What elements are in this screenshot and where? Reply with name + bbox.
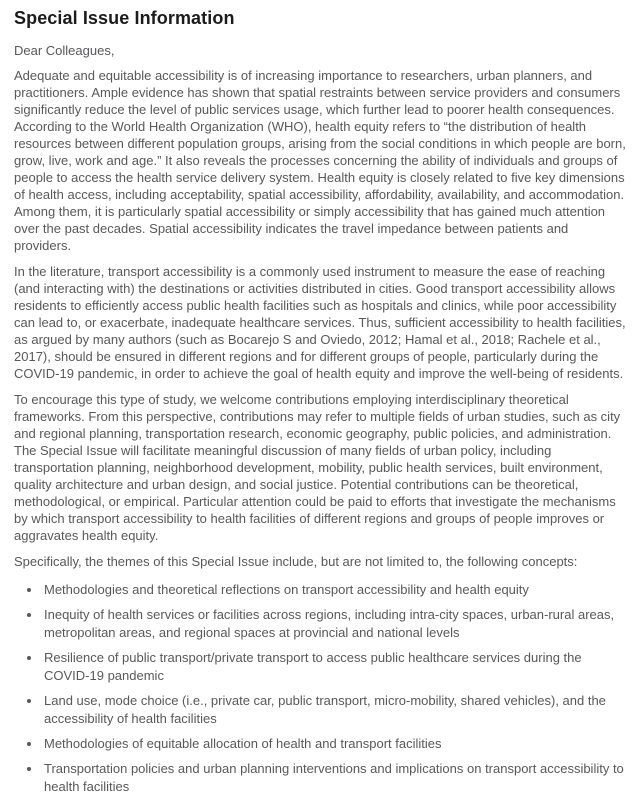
theme-item-land-use-mode-choice: • Land use, mode choice (i.e., private car, public transport, micro-mobility, shared vehicles), and the accessibility of health facilities (42, 692, 628, 728)
themes-intro-text: Specifically, the themes of this Special Issue include, but are not limited to, the following concepts: (14, 554, 578, 569)
theme-item-methodologies-reflections: • Methodologies and theoretical reflections on transport accessibility and health equity (42, 581, 628, 599)
paragraph-contributions-scope: To encourage this type of study, we welcome contributions employing interdisciplinary theoretical frameworks. From this perspective, contributions may refer to multiple fields of urban studies, such as city and regional planning, transportation research, economic geography, public policies, and administration. The Special Issue will facilitate meaningful discussion of many fields of urban policy, including transportation planning, neighborhood development, mobility, public health services, built environment, quality architecture and urban design, and social justice. Potential contributions can be theoretical, methodological, or empirical. Particular attention could be paid to efforts that investigate the mechanisms by which transport accessibility to health facilities of different regions and groups of people improves or aggravates health equity. (14, 392, 621, 543)
paragraph-accessibility-importance: Adequate and equitable accessibility is of increasing importance to researchers, urban planners, and practitioners. Ample evidence has shown that spatial restraints between service providers and consumers significantly reduce the level of public services usage, which further lead to poorer health consequences. According to the World Health Organization (WHO), health equity refers to “the distribution of health resources between different population groups, arising from the social conditions in which people are born, grow, live, work and age.” It also reveals the processes concerning the ability of individuals and groups of people to access the health service delivery system. Health equity is closely related to five key dimensions of health access, including acceptability, spatial accessibility, affordability, availability, and accommodation. Among them, it is particularly spatial accessibility or simply accessibility that has gained much attention over the past decades. Spatial accessibility indicates the travel impedance between patients and providers. (14, 68, 626, 253)
theme-item-inequity-regions: • Inequity of health services or facilities across regions, including intra-city spaces, urban-rural areas, metropolitan areas, and regional spaces at provincial and national levels (42, 606, 628, 642)
page-title: Special Issue Information (14, 8, 235, 28)
salutation-text: Dear Colleagues, (14, 43, 115, 58)
theme-item-transportation-policies: • Transportation policies and urban planning interventions and implications on transport accessibility to health facilities (42, 760, 628, 796)
paragraph-transport-accessibility: In the literature, transport accessibility is a commonly used instrument to measure the ease of reaching (and interacting with) the destinations or activities distributed in cities. Good transport accessibility allows residents to efficiently access public health facilities such as hospitals and clinics, while poor accessibility can lead to, or exacerbate, inadequate healthcare services. Thus, sufficient accessibility to health facilities, as argued by many authors (such as Bocarejo S and Oviedo, 2012; Hamal et al., 2018; Rachele et al., 2017), should be ensured in different regions and for different groups of people, particularly during the COVID-19 pandemic, in order to achieve the goal of health equity and improve the well-being of residents. (14, 264, 626, 381)
themes-list (14, 581, 628, 796)
theme-item-equitable-allocation: • Methodologies of equitable allocation of health and transport facilities (42, 735, 628, 753)
theme-item-resilience-covid: • Resilience of public transport/private transport to access public healthcare services during the COVID-19 pandemic (42, 649, 628, 685)
